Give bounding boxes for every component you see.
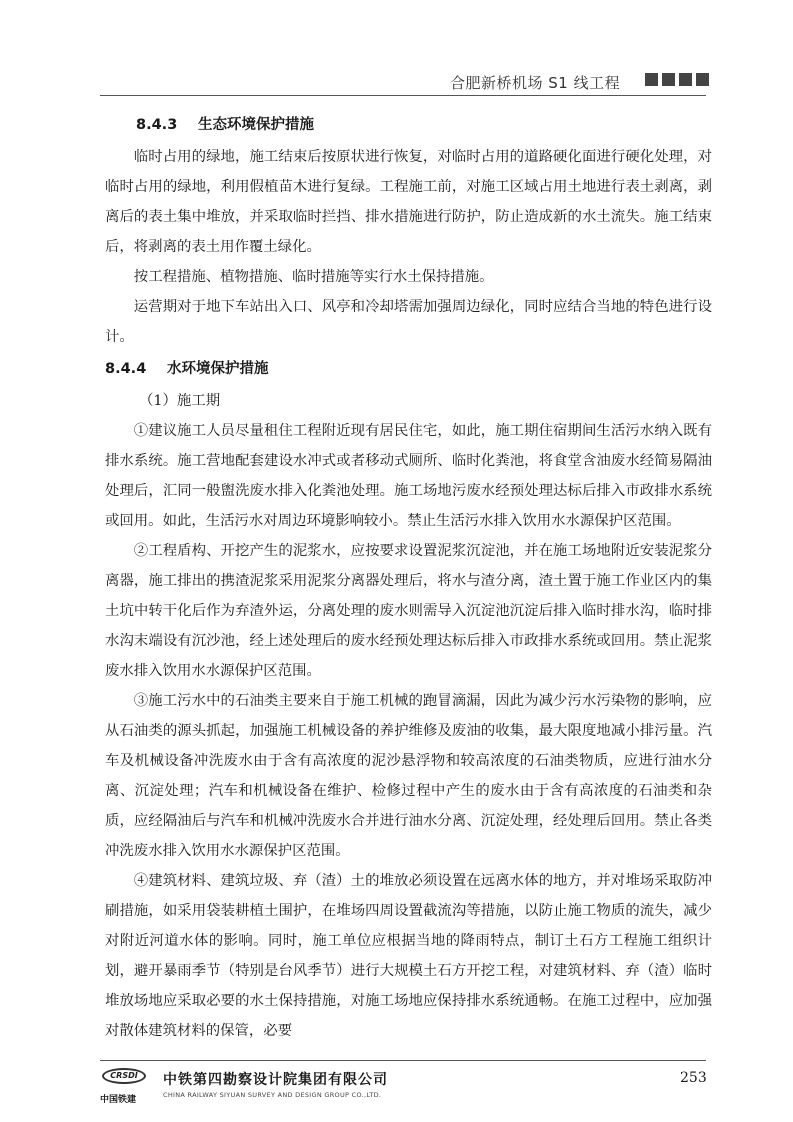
logo-text: 中国铁建: [100, 1095, 137, 1105]
section-heading-8-4-3: [105, 108, 712, 142]
paragraph: 临时占用的绿地，施工结束后按原状进行恢复，对临时占用的道路硬化面进行硬化处理，对临时占用的绿地，利用假植苗木进行复绿。工程施工前，对施工区域占用土地进行表土剥离，剥离后的表土集中堆放，并采取临时拦挡、排水措施进行防护，防止造成新的水土流失。施工结束后，将剥离的表土用作覆土绿化。: [105, 149, 712, 255]
document-body: [105, 108, 712, 1046]
paragraph: ②工程盾构、开挖产生的泥浆水，应按要求设置泥浆沉淀池，并在施工场地附近安装泥浆分离器，施工排出的携渣泥浆采用泥浆分离器处理后，将水与渣分离，渣土置于施工作业区内的集土坑中转干化后作为弃渣外运，分离处理的废水则需导入沉淀池沉淀后排入临时排水沟，临时排水沟末端设有沉沙池，经上述处理后的废水经预处理达标后排入市政排水系统或回用。禁止泥浆废水排入饮用水水源保护区范围。: [105, 543, 712, 679]
company-logo: [100, 1066, 150, 1108]
section-title: 水环境保护措施: [167, 361, 269, 377]
paragraph: ③施工污水中的石油类主要来自于施工机械的跑冒滴漏，因此为减少污水污染物的影响，应从石油类的源头抓起，加强施工机械设备的养护维修及废油的收集，最大限度地减小排污量。汽车及机械设备冲洗废水由于含有高浓度的泥沙悬浮物和较高浓度的石油类物质，应进行油水分离、沉淀处理；汽车和机械设备在维护、检修过程中产生的废水由于含有高浓度的石油类和杂质，应经隔油后与汽车和机械冲洗废水合并进行油水分离、沉淀处理，经处理后回用。禁止各类冲洗废水排入饮用水水源保护区范围。: [105, 693, 712, 859]
section-title: 生态环境保护措施: [198, 117, 314, 133]
section-number: 8.4.4: [105, 361, 147, 377]
paragraph: ④建筑材料、建筑垃圾、弃（渣）土的堆放必须设置在远离水体的地方，并对堆场采取防冲刷措施，如采用袋装耕植土围护，在堆场四周设置截流沟等措施，以防止施工物质的流失，减少对附近河道水体的影响。同时，施工单位应根据当地的降雨特点，制订土石方工程施工组织计划，避开暴雨季节（特别是台风季节）进行大规模土石方开挖工程，对建筑材料、弃（渣）临时堆放场地应采取必要的水土保持措施，对施工场地应保持排水系统通畅。在施工过程中，应加强对散体建筑材料的保管，必要: [105, 873, 712, 1039]
header-rule: [100, 95, 706, 96]
paragraph: 按工程措施、植物措施、临时措施等实行水土保持措施。: [133, 269, 494, 285]
company-name-en: CHINA RAILWAY SIYUAN SURVEY AND DESIGN GROUP CO.,LTD.: [163, 1091, 382, 1099]
footer-rule: [100, 1060, 706, 1061]
subheading-construction-period: （1）施工期: [139, 393, 221, 409]
section-number: 8.4.3: [136, 117, 178, 133]
paragraph: ①建议施工人员尽量租住工程附近现有居民住宅，如此，施工期住宿期间生活污水纳入既有排水系统。施工营地配套建设水冲式或者移动式厕所、临时化粪池，将食堂含油废水经简易隔油处理后，汇同一般盥洗废水排入化粪池处理。施工场地污废水经预处理达标后排入市政排水系统或回用。如此，生活污水对周边环境影响较小。禁止生活污水排入饮用水水源保护区范围。: [105, 423, 712, 529]
header-squares: [645, 73, 709, 86]
logo-mark: CRSDI: [102, 1068, 146, 1084]
page-number: 253: [680, 1070, 707, 1086]
paragraph: 运营期对于地下车站出入口、风亭和冷却塔需加强周边绿化，同时应结合当地的特色进行设计。: [105, 299, 712, 345]
company-name-cn: 中铁第四勘察设计院集团有限公司: [163, 1072, 388, 1088]
section-heading-8-4-4: [105, 352, 712, 386]
header-title: 合肥新桥机场 S1 线工程: [450, 74, 621, 92]
